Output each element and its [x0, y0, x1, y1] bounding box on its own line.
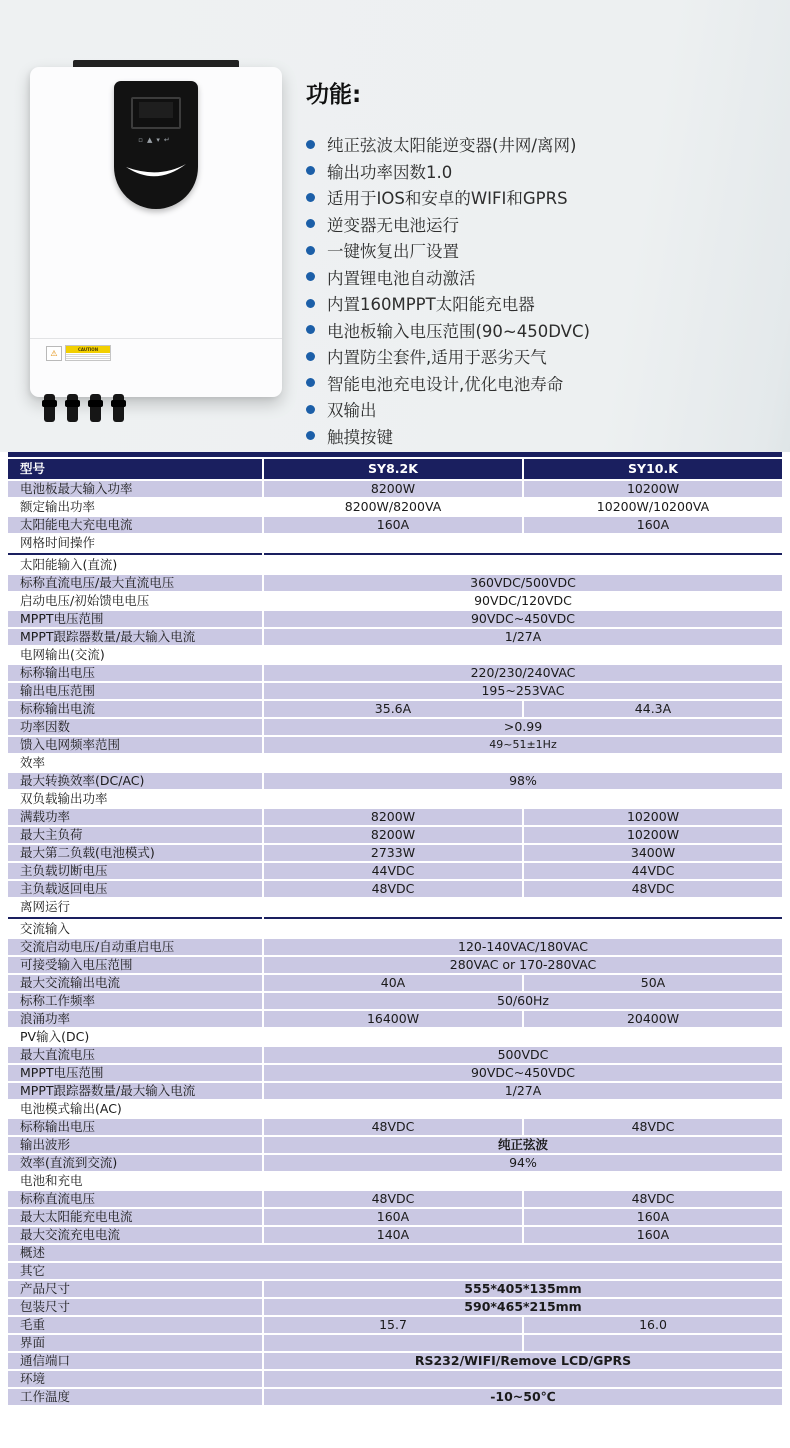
row-value-span: 90VDC~450VDC — [264, 1065, 782, 1081]
table-row — [8, 845, 782, 861]
row-label: 毛重 — [8, 1317, 262, 1333]
bullet-icon — [306, 193, 315, 202]
table-row — [8, 1209, 782, 1225]
row-value-model2: 160A — [524, 517, 782, 533]
section-row — [8, 791, 782, 807]
section-row — [8, 1173, 782, 1189]
table-row — [8, 481, 782, 497]
row-label: 最大第二负载(电池模式) — [8, 845, 262, 861]
row-value-model2: 50A — [524, 975, 782, 991]
row-value-model2: 160A — [524, 1209, 782, 1225]
table-row — [8, 737, 782, 753]
row-value-model1: 40A — [264, 975, 522, 991]
row-value-span: 94% — [264, 1155, 782, 1171]
body-seam-line — [30, 338, 282, 339]
row-value-model2: 160A — [524, 1227, 782, 1243]
section-divider — [8, 917, 782, 919]
table-row — [8, 1281, 782, 1297]
section-label: 概述 — [8, 1245, 782, 1261]
row-value-span: 360VDC/500VDC — [264, 575, 782, 591]
row-value-model2: 44VDC — [524, 863, 782, 879]
feature-text: 输出功率因数1.0 — [327, 162, 453, 182]
table-row — [8, 1065, 782, 1081]
table-row — [8, 1389, 782, 1405]
section-label: 电池模式输出(AC) — [8, 1101, 782, 1117]
table-row — [8, 1047, 782, 1063]
row-value-model1: 35.6A — [264, 701, 522, 717]
section-label: 离网运行 — [8, 899, 782, 915]
section-row — [8, 1263, 782, 1279]
section-label: 太阳能输入(直流) — [8, 557, 782, 573]
table-row — [8, 719, 782, 735]
feature-item — [306, 158, 780, 185]
feature-item — [306, 343, 780, 370]
row-value-span: 50/60Hz — [264, 993, 782, 1009]
table-row — [8, 1155, 782, 1171]
table-row — [8, 809, 782, 825]
row-value-model1: 16400W — [264, 1011, 522, 1027]
section-label: 交流输入 — [8, 921, 782, 937]
bullet-icon — [306, 352, 315, 361]
hero-section — [0, 0, 790, 452]
feature-item — [306, 423, 780, 450]
features-title: 功能: — [306, 82, 362, 108]
row-label: 最大太阳能充电电流 — [8, 1209, 262, 1225]
bullet-icon — [306, 219, 315, 228]
row-value-span: 纯正弦波 — [264, 1137, 782, 1153]
bullet-icon — [306, 272, 315, 281]
bullet-icon — [306, 140, 315, 149]
row-label: MPPT跟踪器数量/最大输入电流 — [8, 629, 262, 645]
feature-item — [306, 184, 780, 211]
table-row — [8, 593, 782, 609]
row-label: 主负载返回电压 — [8, 881, 262, 897]
row-value-model1: 8200W/8200VA — [264, 499, 522, 515]
row-value-model2: 48VDC — [524, 1119, 782, 1135]
feature-text: 电池板输入电压范围(90~450DVC) — [327, 321, 590, 341]
feature-item — [306, 317, 780, 344]
row-label: 最大交流充电电流 — [8, 1227, 262, 1243]
table-row — [8, 1119, 782, 1135]
row-value-model1: 48VDC — [264, 1119, 522, 1135]
feature-text: 双输出 — [327, 401, 377, 421]
section-row — [8, 1029, 782, 1045]
section-label: 网格时间操作 — [8, 535, 782, 551]
table-row — [8, 1335, 782, 1351]
row-value-model2: 10200W/10200VA — [524, 499, 782, 515]
row-value-model1: 15.7 — [264, 1317, 522, 1333]
row-value-model2: 10200W — [524, 481, 782, 497]
table-top-bar — [8, 452, 782, 457]
row-value-model1: 2733W — [264, 845, 522, 861]
feature-item — [306, 211, 780, 238]
row-value-span: 120-140VAC/180VAC — [264, 939, 782, 955]
section-row — [8, 1101, 782, 1117]
bullet-icon — [306, 246, 315, 255]
feature-item — [306, 237, 780, 264]
row-value-model1: 160A — [264, 517, 522, 533]
feature-text: 触摸按键 — [327, 427, 393, 447]
row-value-span: 280VAC or 170-280VAC — [264, 957, 782, 973]
feature-item — [306, 264, 780, 291]
table-row — [8, 773, 782, 789]
row-label: 产品尺寸 — [8, 1281, 262, 1297]
table-row — [8, 517, 782, 533]
row-value-model2: 48VDC — [524, 881, 782, 897]
section-label: 双负载输出功率 — [8, 791, 782, 807]
bullet-icon — [306, 431, 315, 440]
feature-text: 内置防尘套件,适用于恶劣天气 — [327, 348, 547, 368]
lcd-screen-inner — [139, 102, 173, 118]
header-model-1: SY8.2K — [264, 459, 522, 479]
row-value-span: 1/27A — [264, 629, 782, 645]
section-label: 电池和充电 — [8, 1173, 782, 1189]
row-label: 可接受输入电压范围 — [8, 957, 262, 973]
row-value-model1: 8200W — [264, 481, 522, 497]
row-label: 最大直流电压 — [8, 1047, 262, 1063]
row-label: MPPT电压范围 — [8, 1065, 262, 1081]
table-header-row — [8, 459, 782, 479]
table-row — [8, 611, 782, 627]
row-value-span: RS232/WIFI/Remove LCD/GPRS — [264, 1353, 782, 1369]
row-label: 启动电压/初始馈电电压 — [8, 593, 262, 609]
row-label: 输出电压范围 — [8, 683, 262, 699]
feature-text: 内置锂电池自动激活 — [327, 268, 476, 288]
row-value-span: 500VDC — [264, 1047, 782, 1063]
row-label: 功率因数 — [8, 719, 262, 735]
row-label: 界面 — [8, 1335, 262, 1351]
connector-plug — [113, 394, 124, 422]
table-row — [8, 629, 782, 645]
caution-fineprint — [66, 353, 110, 360]
row-label: 额定输出功率 — [8, 499, 262, 515]
row-label: 标称输出电压 — [8, 1119, 262, 1135]
feature-item — [306, 396, 780, 423]
row-value-span: 90VDC~450VDC — [264, 611, 782, 627]
display-panel — [114, 81, 198, 209]
row-label: 工作温度 — [8, 1389, 262, 1405]
section-row — [8, 755, 782, 771]
section-row — [8, 1245, 782, 1261]
table-row — [8, 1299, 782, 1315]
row-value-model1 — [264, 1335, 522, 1351]
row-value-model2: 48VDC — [524, 1191, 782, 1207]
swoosh-graphic — [123, 161, 189, 187]
inverter-body — [30, 67, 282, 397]
feature-item — [306, 290, 780, 317]
feature-text: 纯正弦波太阳能逆变器(井网/离网) — [327, 136, 577, 156]
table-row — [8, 1227, 782, 1243]
lcd-screen — [131, 97, 181, 129]
caution-sticker — [46, 345, 111, 361]
table-row — [8, 957, 782, 973]
warning-triangle-icon: ⚠ — [46, 346, 62, 361]
feature-text: 逆变器无电池运行 — [327, 215, 459, 235]
row-label: 通信端口 — [8, 1353, 262, 1369]
connector-plug — [44, 394, 55, 422]
row-value-span — [264, 1371, 782, 1387]
mc4-connectors — [44, 394, 124, 422]
section-row — [8, 557, 782, 573]
section-row — [8, 647, 782, 663]
feature-text: 智能电池充电设计,优化电池寿命 — [327, 374, 564, 394]
section-label: PV输入(DC) — [8, 1029, 782, 1045]
row-value-model2: 16.0 — [524, 1317, 782, 1333]
row-label: 标称工作频率 — [8, 993, 262, 1009]
table-row — [8, 575, 782, 591]
row-label: 包装尺寸 — [8, 1299, 262, 1315]
row-label: 浪涌功率 — [8, 1011, 262, 1027]
feature-text: 一键恢复出厂设置 — [327, 242, 459, 262]
connector-plug — [67, 394, 78, 422]
header-model-2: SY10.K — [524, 459, 782, 479]
table-row — [8, 881, 782, 897]
row-label: 输出波形 — [8, 1137, 262, 1153]
table-row — [8, 975, 782, 991]
section-label: 效率 — [8, 755, 782, 771]
row-label: 最大转换效率(DC/AC) — [8, 773, 262, 789]
row-value-span: -10~50℃ — [264, 1389, 782, 1405]
section-row — [8, 535, 782, 551]
row-label: 交流启动电压/自动重启电压 — [8, 939, 262, 955]
table-row — [8, 1317, 782, 1333]
feature-text: 内置160MPPT太阳能充电器 — [327, 295, 535, 315]
bullet-icon — [306, 166, 315, 175]
row-value-model2: 10200W — [524, 809, 782, 825]
spec-table — [8, 452, 782, 1407]
section-row — [8, 921, 782, 937]
table-row — [8, 1011, 782, 1027]
feature-item — [306, 370, 780, 397]
table-row — [8, 1353, 782, 1369]
row-label: 最大交流输出电流 — [8, 975, 262, 991]
row-value-model1: 8200W — [264, 827, 522, 843]
row-label: 最大主负荷 — [8, 827, 262, 843]
row-value-model2: 3400W — [524, 845, 782, 861]
row-value-model1: 48VDC — [264, 881, 522, 897]
row-value-span: 220/230/240VAC — [264, 665, 782, 681]
row-label: 主负载切断电压 — [8, 863, 262, 879]
row-value-model1: 140A — [264, 1227, 522, 1243]
row-value-model1: 44VDC — [264, 863, 522, 879]
table-row — [8, 1137, 782, 1153]
table-row — [8, 499, 782, 515]
bullet-icon — [306, 299, 315, 308]
table-row — [8, 1191, 782, 1207]
row-value-span: >0.99 — [264, 719, 782, 735]
row-label: 环境 — [8, 1371, 262, 1387]
row-value-span: 555*405*135mm — [264, 1281, 782, 1297]
row-value-span: 1/27A — [264, 1083, 782, 1099]
section-label: 电网输出(交流) — [8, 647, 782, 663]
row-value-model1: 160A — [264, 1209, 522, 1225]
row-value-span: 195~253VAC — [264, 683, 782, 699]
table-row — [8, 665, 782, 681]
section-divider — [8, 553, 782, 555]
caution-label: CAUTION — [65, 345, 111, 361]
row-value-model2: 44.3A — [524, 701, 782, 717]
feature-item — [306, 131, 780, 158]
row-label: 满载功率 — [8, 809, 262, 825]
row-value-model2 — [524, 1335, 782, 1351]
row-label: 标称输出电压 — [8, 665, 262, 681]
header-model-label: 型号 — [8, 459, 262, 479]
section-label: 其它 — [8, 1263, 782, 1279]
row-label: 效率(直流到交流) — [8, 1155, 262, 1171]
table-body — [8, 481, 782, 1405]
row-label: 太阳能电大充电电流 — [8, 517, 262, 533]
section-row — [8, 899, 782, 915]
features-section — [306, 76, 780, 449]
row-value-model2: 20400W — [524, 1011, 782, 1027]
bullet-icon — [306, 378, 315, 387]
row-value-span: 590*465*215mm — [264, 1299, 782, 1315]
table-row — [8, 701, 782, 717]
row-value-model1: 48VDC — [264, 1191, 522, 1207]
table-row — [8, 1083, 782, 1099]
row-value-span: 90VDC/120VDC — [264, 593, 782, 609]
row-label: 电池板最大输入功率 — [8, 481, 262, 497]
row-value-model1: 8200W — [264, 809, 522, 825]
row-label: MPPT电压范围 — [8, 611, 262, 627]
connector-plug — [90, 394, 101, 422]
bullet-icon — [306, 325, 315, 334]
table-row — [8, 939, 782, 955]
row-value-span: 98% — [264, 773, 782, 789]
product-image — [22, 58, 290, 442]
row-value-model2: 10200W — [524, 827, 782, 843]
row-label: 标称输出电流 — [8, 701, 262, 717]
bullet-icon — [306, 405, 315, 414]
table-row — [8, 993, 782, 1009]
table-row — [8, 827, 782, 843]
row-label: MPPT跟踪器数量/最大输入电流 — [8, 1083, 262, 1099]
row-value-span: 49~51±1Hz — [264, 737, 782, 753]
row-label: 标称直流电压/最大直流电压 — [8, 575, 262, 591]
features-list — [306, 131, 780, 449]
row-label: 馈入电网频率范围 — [8, 737, 262, 753]
row-label: 标称直流电压 — [8, 1191, 262, 1207]
feature-text: 适用于IOS和安卓的WIFI和GPRS — [327, 189, 568, 209]
table-row — [8, 863, 782, 879]
touch-buttons: ▫▲▾↵ — [138, 136, 174, 144]
table-row — [8, 683, 782, 699]
table-row — [8, 1371, 782, 1387]
